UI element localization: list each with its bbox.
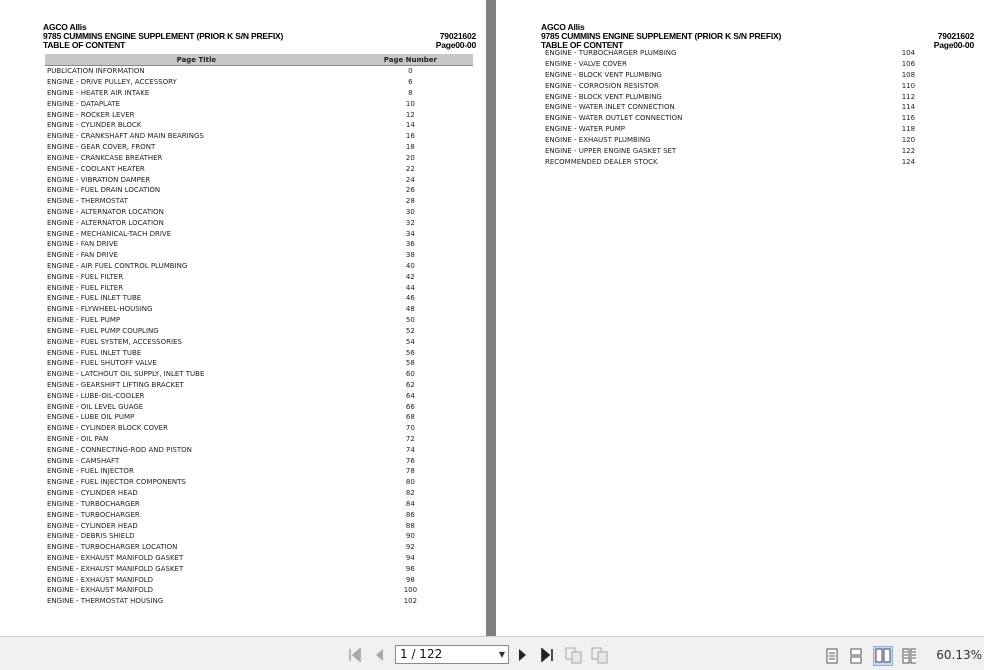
document-number: 79021602 xyxy=(439,31,476,41)
toc-entry-page: 8 xyxy=(408,89,413,98)
toc-entry-page: 24 xyxy=(405,175,415,184)
toc-entry-page: 6 xyxy=(408,78,413,87)
compare-pages-icon[interactable] xyxy=(590,646,610,664)
previous-page-icon[interactable] xyxy=(373,648,385,662)
toc-row[interactable] xyxy=(543,80,971,91)
toc-entry-page: 104 xyxy=(901,49,916,58)
toc-entry-page: 12 xyxy=(405,110,415,119)
toc-row[interactable] xyxy=(45,434,473,445)
toc-row[interactable] xyxy=(45,98,473,109)
toc-entry-page: 40 xyxy=(405,262,415,271)
toc-entry-title: ENGINE - CYLINDER HEAD xyxy=(47,489,138,498)
toc-entry-page: 84 xyxy=(405,499,415,508)
toc-entry-page: 112 xyxy=(901,92,916,101)
company-name: AGCO Allis xyxy=(541,22,585,32)
toc-row[interactable] xyxy=(543,91,971,102)
toc-row[interactable] xyxy=(45,563,473,574)
toc-body-left xyxy=(45,66,473,607)
toc-entry-page: 60 xyxy=(405,370,415,379)
toc-entry-page: 80 xyxy=(405,478,415,487)
toc-row[interactable] xyxy=(543,59,971,70)
toc-entry-page: 66 xyxy=(405,402,415,411)
toc-entry-title: ENGINE - FUEL INLET TUBE xyxy=(47,294,142,303)
toc-entry-title: ENGINE - FUEL FILTER xyxy=(47,283,124,292)
toc-entry-title: ENGINE - LATCHOUT OIL SUPPLY, INLET TUBE xyxy=(47,370,205,379)
toc-entry-page: 34 xyxy=(405,229,415,238)
toc-row[interactable] xyxy=(45,163,473,174)
toc-entry-title: ENGINE - ALTERNATOR LOCATION xyxy=(47,207,164,216)
toc-row[interactable] xyxy=(45,228,473,239)
toc-entry-page: 102 xyxy=(403,597,418,606)
toc-entry-title: ENGINE - CYLINDER BLOCK xyxy=(47,121,142,130)
toc-entry-page: 14 xyxy=(405,121,415,130)
toc-row[interactable] xyxy=(45,131,473,142)
toc-row[interactable] xyxy=(45,347,473,358)
toc-entry-page: 58 xyxy=(405,359,415,368)
toc-entry-title: ENGINE - FUEL SYSTEM, ACCESSORIES xyxy=(47,337,182,346)
section-title: TABLE OF CONTENT xyxy=(43,40,126,50)
toc-row[interactable] xyxy=(45,271,473,282)
toc-row[interactable] xyxy=(45,261,473,272)
toc-entry-page: 26 xyxy=(405,186,415,195)
toc-row[interactable] xyxy=(45,217,473,228)
toc-entry-page: 118 xyxy=(901,125,916,134)
toc-entry-title: ENGINE - TURBOCHARGER xyxy=(47,510,140,519)
toc-entry-title: ENGINE - DEBRIS SHIELD xyxy=(47,532,135,541)
toc-entry-title: ENGINE - FUEL FILTER xyxy=(47,272,124,281)
toc-row[interactable] xyxy=(45,293,473,304)
toc-row[interactable] xyxy=(45,336,473,347)
toc-row[interactable] xyxy=(45,142,473,153)
toc-entry-title: ENGINE - CRANKSHAFT AND MAIN BEARINGS xyxy=(47,132,204,141)
toc-entry-title: ENGINE - ALTERNATOR LOCATION xyxy=(47,218,164,227)
toc-entry-page: 116 xyxy=(901,114,916,123)
toc-entry-title: ENGINE - FLYWHEEL-HOUSING xyxy=(47,305,153,314)
toc-row[interactable] xyxy=(45,520,473,531)
toc-row[interactable] xyxy=(45,120,473,131)
toc-entry-title: ENGINE - LUBE-OIL-COOLER xyxy=(47,391,145,400)
toc-entry-page: 36 xyxy=(405,240,415,249)
toc-entry-page: 46 xyxy=(405,294,415,303)
toc-entry-page: 96 xyxy=(405,564,415,573)
pdf-page-right xyxy=(496,0,984,636)
toc-row[interactable] xyxy=(45,488,473,499)
toc-row[interactable] xyxy=(543,124,971,135)
toc-row[interactable] xyxy=(45,531,473,542)
toc-entry-title: ENGINE - TURBOCHARGER LOCATION xyxy=(47,543,178,552)
toc-entry-page: 42 xyxy=(405,272,415,281)
toc-body-right xyxy=(543,48,971,167)
toc-entry-title: ENGINE - CONNECTING-ROD AND PISTON xyxy=(47,445,192,454)
toc-entry-page: 122 xyxy=(901,146,916,155)
toc-entry-page: 106 xyxy=(901,60,916,69)
toc-entry-title: ENGINE - VALVE COVER xyxy=(545,60,627,69)
toc-row[interactable] xyxy=(543,70,971,81)
toc-entry-page: 56 xyxy=(405,348,415,357)
company-name: AGCO Allis xyxy=(43,22,87,32)
toc-entry-page: 10 xyxy=(405,99,415,108)
toc-row[interactable] xyxy=(45,174,473,185)
toc-row[interactable] xyxy=(45,239,473,250)
toc-entry-page: 22 xyxy=(405,164,415,173)
toc-entry-title: ENGINE - FUEL INLET TUBE xyxy=(47,348,142,357)
toc-row[interactable] xyxy=(45,390,473,401)
toc-row[interactable] xyxy=(45,466,473,477)
toc-row[interactable] xyxy=(45,412,473,423)
toc-row[interactable] xyxy=(45,250,473,261)
toc-entry-page: 44 xyxy=(405,283,415,292)
toc-row[interactable] xyxy=(45,499,473,510)
section-title: TABLE OF CONTENT xyxy=(541,40,624,50)
toc-entry-page: 100 xyxy=(403,586,418,595)
toc-entry-page: 98 xyxy=(405,575,415,584)
toc-row[interactable] xyxy=(45,88,473,99)
toc-entry-title: ENGINE - WATER INLET CONNECTION xyxy=(545,103,675,112)
toc-entry-page: 110 xyxy=(901,81,916,90)
toc-entry-title: ENGINE - OIL PAN xyxy=(47,435,109,444)
toc-row[interactable] xyxy=(45,315,473,326)
toc-entry-title: ENGINE - FUEL PUMP COUPLING xyxy=(47,326,159,335)
toc-entry-title: ENGINE - WATER PUMP xyxy=(545,125,625,134)
toc-entry-title: ENGINE - BLOCK VENT PLUMBING xyxy=(545,92,662,101)
toc-entry-title: ENGINE - VIBRATION DAMPER xyxy=(47,175,151,184)
toc-row[interactable] xyxy=(45,401,473,412)
toc-entry-page: 74 xyxy=(405,445,415,454)
toc-entry-page: 86 xyxy=(405,510,415,519)
toc-entry-title: ENGINE - CAMSHAFT xyxy=(47,456,120,465)
toc-entry-title: ENGINE - FUEL DRAIN LOCATION xyxy=(47,186,161,195)
toc-row[interactable] xyxy=(45,326,473,337)
toc-entry-title: ENGINE - LUBE OIL PUMP xyxy=(47,413,135,422)
toc-entry-title: ENGINE - FAN DRIVE xyxy=(47,251,118,260)
toc-row[interactable] xyxy=(543,145,971,156)
toc-row[interactable] xyxy=(45,596,473,607)
page-reference: Page00-00 xyxy=(435,40,476,50)
toc-entry-title: ENGINE - FUEL SHUTOFF VALVE xyxy=(47,359,157,368)
toc-entry-page: 82 xyxy=(405,489,415,498)
toc-row[interactable] xyxy=(45,380,473,391)
toc-row[interactable] xyxy=(543,113,971,124)
page-number-select[interactable] xyxy=(395,645,509,664)
continuous-view-icon[interactable] xyxy=(850,648,864,664)
toc-entry-title: ENGINE - CORROSION RESISTOR xyxy=(545,81,659,90)
toc-entry-page: 64 xyxy=(405,391,415,400)
toc-entry-title: ENGINE - GEAR COVER, FRONT xyxy=(47,143,156,152)
chevron-down-icon[interactable]: ▼ xyxy=(498,650,505,659)
toc-row[interactable] xyxy=(543,48,971,59)
toc-table-right xyxy=(543,48,971,167)
toc-entry-title: ENGINE - EXHAUST MANIFOLD GASKET xyxy=(47,553,184,562)
toc-entry-page: 0 xyxy=(408,67,413,76)
toc-row[interactable] xyxy=(45,455,473,466)
document-title: 9785 CUMMINS ENGINE SUPPLEMENT (PRIOR K S/N PREFIX) xyxy=(541,31,782,41)
toc-entry-page: 90 xyxy=(405,532,415,541)
toc-entry-title: ENGINE - BLOCK VENT PLUMBING xyxy=(545,71,662,80)
toc-entry-page: 50 xyxy=(405,316,415,325)
toc-entry-title: ENGINE - FUEL INJECTOR xyxy=(47,467,134,476)
toc-entry-title: ENGINE - EXHAUST MANIFOLD xyxy=(47,586,154,595)
toc-entry-title: ENGINE - ROCKER LEVER xyxy=(47,110,135,119)
toc-entry-title: ENGINE - HEATER AIR INTAKE xyxy=(47,89,150,98)
toc-entry-page: 114 xyxy=(901,103,916,112)
toc-row[interactable] xyxy=(45,282,473,293)
toc-entry-page: 52 xyxy=(405,326,415,335)
facing-pages-view-button[interactable] xyxy=(873,646,893,666)
toc-entry-page: 38 xyxy=(405,251,415,260)
toc-row[interactable] xyxy=(45,585,473,596)
rotate-pages-icon[interactable] xyxy=(564,646,584,664)
fit-page-icon[interactable] xyxy=(826,648,840,664)
toc-row[interactable] xyxy=(45,444,473,455)
toc-entry-title: RECOMMENDED DEALER STOCK xyxy=(545,157,658,166)
toc-entry-title: ENGINE - CYLINDER BLOCK COVER xyxy=(47,424,168,433)
toc-entry-title: ENGINE - COOLANT HEATER xyxy=(47,164,145,173)
toc-entry-page: 88 xyxy=(405,521,415,530)
book-view-icon[interactable] xyxy=(902,648,916,664)
toc-entry-page: 76 xyxy=(405,456,415,465)
toc-entry-page: 54 xyxy=(405,337,415,346)
toc-entry-title: ENGINE - OIL LEVEL GUAGE xyxy=(47,402,144,411)
toc-row[interactable] xyxy=(543,102,971,113)
toc-row[interactable] xyxy=(45,423,473,434)
toc-entry-title: ENGINE - GEARSHIFT LIFTING BRACKET xyxy=(47,380,184,389)
page-reference: Page00-00 xyxy=(933,40,974,50)
toc-table-left xyxy=(45,54,473,607)
toc-entry-page: 68 xyxy=(405,413,415,422)
toc-entry-page: 78 xyxy=(405,467,415,476)
facing-pages-view-icon xyxy=(874,647,892,665)
toc-entry-title: ENGINE - DRIVE PULLEY, ACCESSORY xyxy=(47,78,177,87)
next-page-icon[interactable] xyxy=(517,648,529,662)
pdf-page-left xyxy=(0,0,486,636)
toc-row[interactable] xyxy=(45,369,473,380)
toc-row[interactable] xyxy=(45,153,473,164)
toc-row[interactable] xyxy=(543,156,971,167)
toc-row[interactable] xyxy=(45,574,473,585)
toc-entry-title: ENGINE - FUEL INJECTOR COMPONENTS xyxy=(47,478,186,487)
toc-row[interactable] xyxy=(45,509,473,520)
toc-entry-title: ENGINE - FAN DRIVE xyxy=(47,240,118,249)
toc-entry-title: ENGINE - AIR FUEL CONTROL PLUMBING xyxy=(47,262,188,271)
toc-row[interactable] xyxy=(45,477,473,488)
toc-entry-page: 72 xyxy=(405,435,415,444)
first-page-icon[interactable] xyxy=(348,648,362,662)
toc-entry-page: 20 xyxy=(405,153,415,162)
toc-row[interactable] xyxy=(45,542,473,553)
toc-entry-page: 16 xyxy=(405,132,415,141)
toc-entry-page: 48 xyxy=(405,305,415,314)
zoom-level[interactable]: 60.13% xyxy=(936,648,982,662)
toc-entry-page: 108 xyxy=(901,71,916,80)
toc-entry-title: ENGINE - CYLINDER HEAD xyxy=(47,521,138,530)
toc-entry-title: ENGINE - EXHAUST PLUMBING xyxy=(545,135,651,144)
toc-header-row xyxy=(45,54,473,66)
toc-row[interactable] xyxy=(45,304,473,315)
toc-entry-page: 32 xyxy=(405,218,415,227)
toc-row[interactable] xyxy=(45,196,473,207)
toc-row[interactable] xyxy=(45,358,473,369)
toc-row[interactable] xyxy=(45,207,473,218)
toc-entry-page: 28 xyxy=(405,197,415,206)
toc-entry-title: ENGINE - DATAPLATE xyxy=(47,99,121,108)
toc-entry-title: ENGINE - WATER OUTLET CONNECTION xyxy=(545,114,683,123)
toc-entry-page: 92 xyxy=(405,543,415,552)
col-page-number-header: Page Number xyxy=(348,54,473,66)
document-title: 9785 CUMMINS ENGINE SUPPLEMENT (PRIOR K S/N PREFIX) xyxy=(43,31,284,41)
toc-row[interactable] xyxy=(45,66,473,77)
toc-entry-title: ENGINE - THERMOSTAT xyxy=(47,197,128,206)
toc-entry-page: 94 xyxy=(405,553,415,562)
toc-entry-title: ENGINE - UPPER ENGINE GASKET SET xyxy=(545,146,677,155)
toc-entry-page: 30 xyxy=(405,207,415,216)
toc-entry-page: 70 xyxy=(405,424,415,433)
toc-entry-title: ENGINE - TURBOCHARGER xyxy=(47,499,140,508)
toc-entry-title: PUBLICATION INFORMATION xyxy=(47,67,145,76)
toc-entry-title: ENGINE - MECHANICAL-TACH DRIVE xyxy=(47,229,172,238)
toc-entry-page: 62 xyxy=(405,380,415,389)
toc-entry-title: ENGINE - FUEL PUMP xyxy=(47,316,121,325)
toc-row[interactable] xyxy=(45,109,473,120)
toc-entry-page: 124 xyxy=(901,157,916,166)
toc-entry-title: ENGINE - EXHAUST MANIFOLD GASKET xyxy=(47,564,184,573)
toc-entry-page: 120 xyxy=(901,135,916,144)
toc-row[interactable] xyxy=(45,77,473,88)
toc-row[interactable] xyxy=(45,553,473,564)
toc-entry-page: 18 xyxy=(405,143,415,152)
last-page-icon[interactable] xyxy=(540,648,554,662)
toc-row[interactable] xyxy=(543,135,971,146)
toc-entry-title: ENGINE - TURBOCHARGER PLUMBING xyxy=(545,49,677,58)
toc-entry-title: ENGINE - CRANKCASE BREATHER xyxy=(47,153,163,162)
toc-entry-title: ENGINE - EXHAUST MANIFOLD xyxy=(47,575,154,584)
document-number: 79021602 xyxy=(937,31,974,41)
toc-entry-title: ENGINE - THERMOSTAT HOUSING xyxy=(47,597,164,606)
col-page-title-header: Page Title xyxy=(45,54,348,66)
page-indicator: 1 / 122 xyxy=(400,647,443,661)
toc-row[interactable] xyxy=(45,185,473,196)
